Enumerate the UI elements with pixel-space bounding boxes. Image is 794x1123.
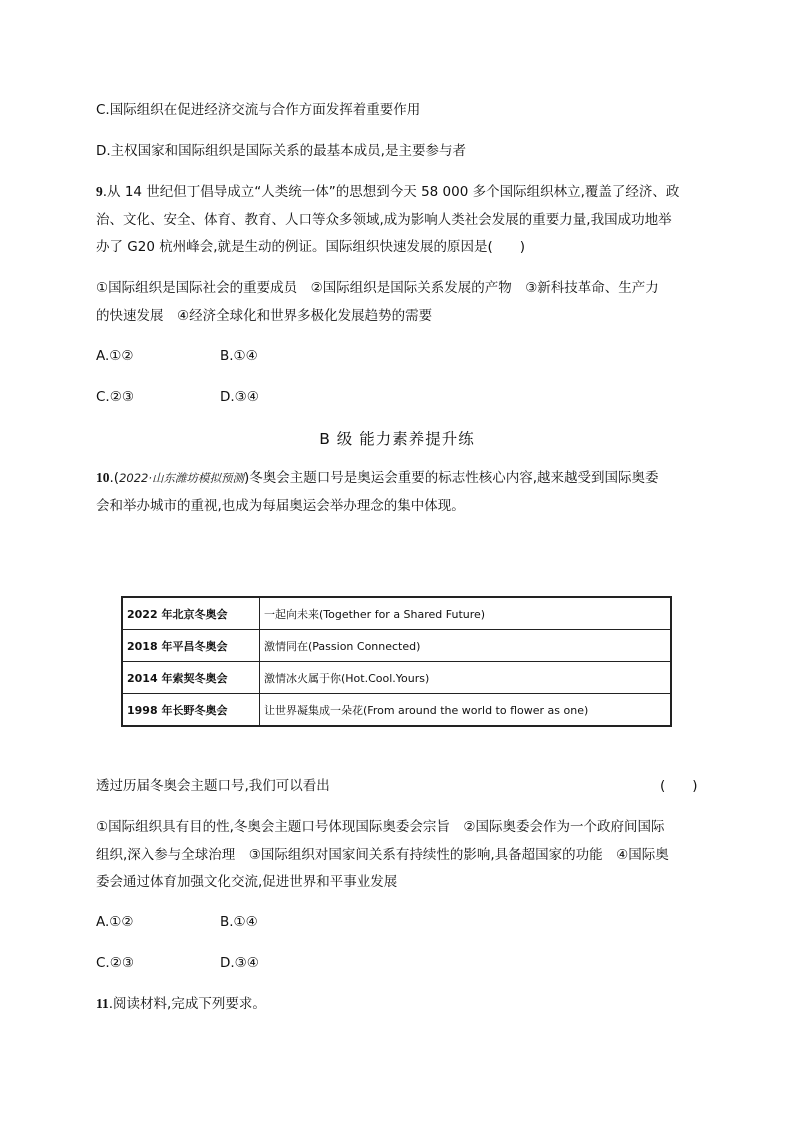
option-c-prev: C.国际组织在促进经济交流与合作方面发挥着重要作用 — [96, 102, 421, 118]
table-row — [122, 662, 671, 694]
q9-line-2: 治、文化、安全、体育、教育、人口等众多领域,成为影响人类社会发展的重要力量,我国成功地举 — [96, 212, 672, 228]
q11-text: .阅读材料,完成下列要求。 — [108, 996, 266, 1012]
table-cell-slogan: 激情同在(Passion Connected) — [260, 630, 672, 662]
q9-statements-2: 的快速发展 ④经济全球化和世界多极化发展趋势的需要 — [96, 308, 433, 324]
q9-option-c: C.②③ — [96, 389, 134, 405]
q9-option-a: A.①② — [96, 348, 134, 364]
q9-line-3: 办了 G20 杭州峰会,就是生动的例证。国际组织快速发展的原因是( ) — [96, 239, 526, 255]
q10-stem: 透过历届冬奥会主题口号,我们可以看出 — [96, 778, 330, 794]
q10-source-open: .( — [109, 470, 120, 486]
table-cell-year: 2014 年索契冬奥会 — [122, 662, 260, 694]
q10-statements-1: ①国际组织具有目的性,冬奥会主题口号体现国际奥委会宗旨 ②国际奥委会作为一个政府间国际 — [96, 819, 665, 835]
q10-line-2: 会和举办城市的重视,也成为每届奥运会举办理念的集中体现。 — [96, 498, 465, 514]
q10-option-c: C.②③ — [96, 955, 134, 971]
table-cell-slogan: 激情冰火属于你(Hot.Cool.Yours) — [260, 662, 672, 694]
table-row — [122, 630, 671, 662]
q11-number: 11 — [96, 996, 109, 1011]
q9-text-1: .从 14 世纪但丁倡导成立“人类统一体”的思想到今天 58 000 多个国际组织林立,覆盖了经济、政 — [102, 184, 680, 200]
slogan-table — [121, 596, 672, 727]
table-cell-slogan: 一起向未来(Together for a Shared Future) — [260, 597, 672, 630]
section-b-title: B 级 能力素养提升练 — [319, 430, 475, 448]
option-d-prev: D.主权国家和国际组织是国际关系的最基本成员,是主要参与者 — [96, 143, 466, 159]
q10-option-b: B.①④ — [220, 914, 258, 930]
table-cell-slogan: 让世界凝集成一朵花(From around the world to flower as one) — [260, 694, 672, 727]
q11-line — [96, 994, 266, 1014]
q10-text-1: )冬奥会主题口号是奥运会重要的标志性核心内容,越来越受到国际奥委 — [243, 470, 659, 486]
q10-statements-2: 组织,深入参与全球治理 ③国际组织对国家间关系有持续性的影响,具备超国家的功能 ④国际奥 — [96, 847, 669, 863]
q10-option-d: D.③④ — [220, 955, 259, 971]
table-cell-year: 2018 年平昌冬奥会 — [122, 630, 260, 662]
table-row — [122, 597, 671, 630]
q10-statements-3: 委会通过体育加强文化交流,促进世界和平事业发展 — [96, 874, 398, 890]
q9-statements-1: ①国际组织是国际社会的重要成员 ②国际组织是国际关系发展的产物 ③新科技革命、生产力 — [96, 280, 659, 296]
q10-number: 10 — [96, 470, 110, 485]
q9-option-d: D.③④ — [220, 389, 259, 405]
q10-line-1 — [96, 468, 659, 488]
q10-source: 2022·山东潍坊模拟预测 — [119, 471, 244, 485]
table-cell-year: 1998 年长野冬奥会 — [122, 694, 260, 727]
table-cell-year: 2022 年北京冬奥会 — [122, 597, 260, 630]
q9-line-1 — [96, 182, 679, 202]
q10-option-a: A.①② — [96, 914, 134, 930]
q9-option-b: B.①④ — [220, 348, 258, 364]
q10-answer-paren: ( ) — [660, 778, 698, 794]
table-row — [122, 694, 671, 727]
q9-number: 9 — [96, 184, 103, 199]
